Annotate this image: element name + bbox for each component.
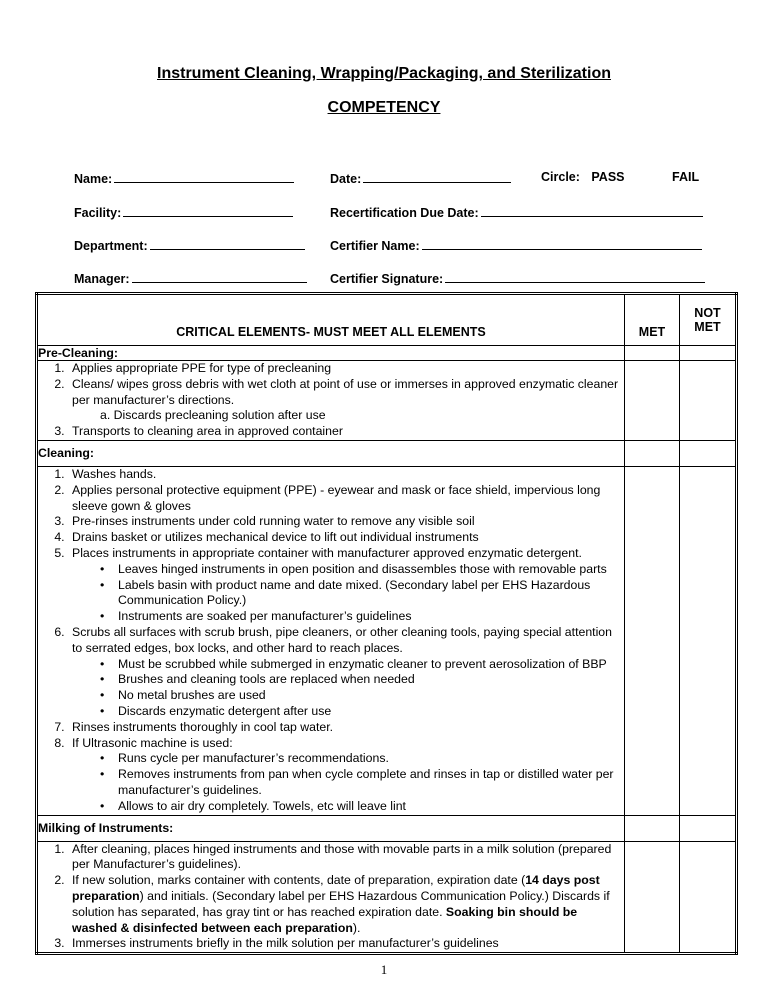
list-item: 1. Applies appropriate PPE for type of precleaning — [68, 361, 624, 377]
list-item: 2. Cleans/ wipes gross debris with wet cloth at point of use or immerses in approved enzymatic cleaner per manufacturer’s directions. a. Discards precleaning solution after use — [68, 377, 624, 424]
section-header-row — [37, 815, 737, 841]
met-checkbox[interactable] — [625, 346, 680, 361]
bullet-item: • No metal brushes are used — [118, 688, 624, 704]
list-item: 2. Applies personal protective equipment (PPE) - eyewear and mask or face shield, impervious long sleeve gown & gloves — [68, 483, 624, 515]
section-header-row — [37, 440, 737, 466]
list-item: 1. After cleaning, places hinged instruments and those with movable parts in a milk solution (prepared per Manufacturer’s guidelines). — [68, 842, 624, 874]
certifier-name-label: Certifier Name: — [330, 239, 420, 253]
name-label: Name: — [74, 172, 113, 186]
cleaning-items — [37, 466, 625, 815]
list-item: 3. Immerses instruments briefly in the milk solution per manufacturer’s guidelines — [68, 936, 624, 952]
bullet-item: • Discards enzymatic detergent after use — [118, 704, 624, 720]
not-met-checkbox[interactable] — [680, 346, 737, 361]
met-column-header: MET — [625, 294, 680, 346]
certifier-name-field[interactable] — [330, 237, 702, 253]
bullet-item: • Removes instruments from pan when cycle complete and rinses in tap or distilled water per manufacturer’s guidelines. — [118, 767, 624, 799]
recert-field[interactable] — [330, 204, 703, 220]
not-met-checkbox[interactable] — [680, 361, 737, 441]
section-header-row — [37, 346, 737, 361]
milking-section-title: Milking of Instruments: — [37, 815, 625, 841]
table-header-row — [37, 294, 737, 346]
bullet-item: • Allows to air dry completely. Towels, etc will leave lint — [118, 799, 624, 815]
precleaning-items — [37, 361, 625, 441]
date-field[interactable] — [330, 170, 511, 186]
list-item: 1. Washes hands. — [68, 467, 624, 483]
sub-item: a. Discards precleaning solution after use — [100, 408, 326, 423]
circle-field — [541, 170, 699, 184]
bullet-item: • Brushes and cleaning tools are replaced when needed — [118, 672, 624, 688]
list-item: 7. Rinses instruments thoroughly in cool tap water. — [68, 720, 624, 736]
department-field[interactable] — [74, 237, 305, 253]
date-label: Date: — [330, 172, 362, 186]
not-met-checkbox[interactable] — [680, 815, 737, 841]
milking-items — [37, 841, 625, 954]
list-item: 8. If Ultrasonic machine is used: • Runs cycle per manufacturer’s recommendations. • Removes instruments from pan when cycle complete and rinses in tap or distilled water per manufacturer’s guidelines. • Allows to air dry completely. Towels, etc will leave lint — [68, 736, 624, 815]
list-item: 5. Places instruments in appropriate container with manufacturer approved enzymatic detergent. • Leaves hinged instruments in open position and disassembles those with removable parts • Labels basin with product name and date mixed. (Secondary label per EHS Hazardous Communication Policy.) • Instruments are soaked per manufacturer’s guidelines — [68, 546, 624, 625]
bullet-item: • Labels basin with product name and date mixed. (Secondary label per EHS Hazardous Communication Policy.) — [118, 578, 624, 610]
met-checkbox[interactable] — [625, 361, 680, 441]
table-row — [37, 841, 737, 954]
table-row — [37, 466, 737, 815]
met-checkbox[interactable] — [625, 815, 680, 841]
precleaning-section-title: Pre-Cleaning: — [37, 346, 625, 361]
list-item: 4. Drains basket or utilizes mechanical device to lift out individual instruments — [68, 530, 624, 546]
list-item: 3. Transports to cleaning area in approved container — [68, 424, 624, 440]
competency-table — [35, 292, 738, 955]
met-checkbox[interactable] — [625, 440, 680, 466]
document-title: Instrument Cleaning, Wrapping/Packaging, and Sterilization — [157, 65, 611, 82]
critical-elements-heading: CRITICAL ELEMENTS- MUST MEET ALL ELEMENTS — [37, 294, 625, 346]
met-checkbox[interactable] — [625, 841, 680, 954]
document-subtitle: COMPETENCY — [327, 99, 441, 116]
facility-field[interactable] — [74, 204, 293, 220]
table-row — [37, 361, 737, 441]
fail-option[interactable]: FAIL — [672, 170, 700, 184]
recert-label: Recertification Due Date: — [330, 206, 479, 220]
manager-label: Manager: — [74, 272, 130, 286]
page-number: 1 — [380, 962, 388, 977]
bullet-item: • Runs cycle per manufacturer’s recommendations. — [118, 751, 624, 767]
certifier-signature-label: Certifier Signature: — [330, 272, 444, 286]
list-item: 3. Pre-rinses instruments under cold running water to remove any visible soil — [68, 514, 624, 530]
met-checkbox[interactable] — [625, 466, 680, 815]
not-met-column-header: NOT MET — [680, 294, 737, 346]
not-met-checkbox[interactable] — [680, 466, 737, 815]
facility-label: Facility: — [74, 206, 122, 220]
not-met-checkbox[interactable] — [680, 841, 737, 954]
not-met-checkbox[interactable] — [680, 440, 737, 466]
department-label: Department: — [74, 239, 148, 253]
list-item: 6. Scrubs all surfaces with scrub brush, pipe cleaners, or other cleaning tools, paying special attention to serrated edges, box locks, and other hard to reach places. • Must be scrubbed while submerged in enzymatic cleaner to prevent aerosolization of BBP • Brushes and cleaning tools are replaced when needed • No metal brushes are used • Discards enzymatic detergent after use — [68, 625, 624, 720]
bullet-item: • Instruments are soaked per manufacturer’s guidelines — [118, 609, 624, 625]
pass-option[interactable]: PASS — [591, 170, 625, 184]
list-item: 2. If new solution, marks container with contents, date of preparation, expiration date (14 days post preparation) and initials. (Secondary label per EHS Hazardous Communication Policy.) Discards if solution has separated, has gray tint or has reached expiration date. Soaking bin should be washed & disinfected between each preparation). — [68, 873, 624, 936]
bullet-item: • Leaves hinged instruments in open position and disassembles those with removable parts — [118, 562, 624, 578]
certifier-signature-field[interactable] — [330, 270, 705, 286]
manager-field[interactable] — [74, 270, 307, 286]
bullet-item: • Must be scrubbed while submerged in enzymatic cleaner to prevent aerosolization of BBP — [118, 657, 624, 673]
circle-label: Circle: — [541, 170, 580, 184]
name-field[interactable] — [74, 170, 294, 186]
cleaning-section-title: Cleaning: — [37, 440, 625, 466]
